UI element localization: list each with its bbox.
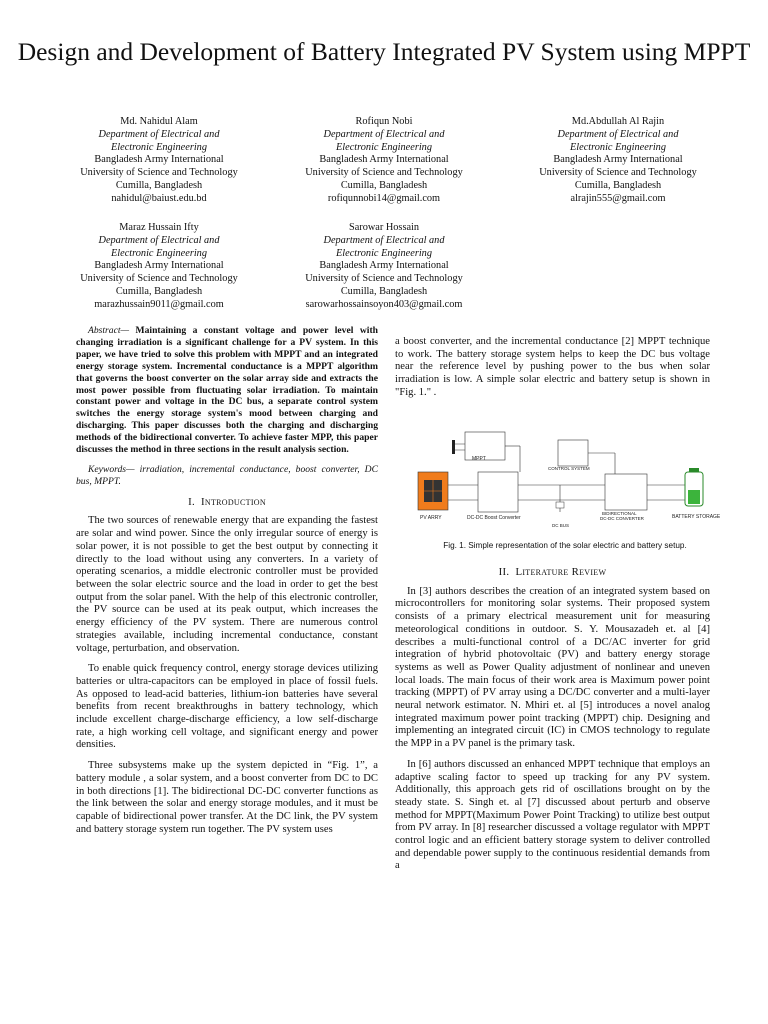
dcbus-label: DC BUS (552, 523, 570, 528)
author-dept: Electronic Engineering (336, 141, 432, 153)
paragraph: a boost converter, and the incremental conductance [2] MPPT technique to work. The battery storage system helps to keep the DC bus voltage near the reference level by pushing power to the bus when solar irradiation is low. A simple solar electric and battery setup is shown in "Fig. 1." . (395, 336, 710, 398)
abstract-text: Maintaining a constant voltage and power level with changing irradiation is a significant challenge for a PV system. In this paper, we have tried to solve this problem with MPPT and an integrated energy storage system. Incremental conductance is a MPPT algorithm that governs the boost converter on the solar array side and extracts the most power possible from fluctuating solar irradiation. To maintain constant power and voltage in the DC bus, a separate control system switches the energy storage system's mood between charging and discharging. This paper discusses both the charging and discharging methods of the bidirectional converter. To achieve faster MPP, this paper discusses the method in three sections in the result analysis section. (76, 325, 378, 456)
author-dept: Department of Electrical and (323, 234, 445, 246)
author-block-4 (44, 222, 274, 312)
author-block-3 (503, 116, 733, 206)
section-number: I. (188, 495, 195, 508)
control-system-block (558, 440, 588, 466)
author-name: Rofiqun Nobi (355, 116, 413, 127)
author-city: Cumilla, Bangladesh (115, 179, 203, 191)
author-dept: Department of Electrical and (98, 234, 220, 246)
author-inst: University of Science and Technology (80, 273, 238, 285)
author-email: marazhussain9011@gmail.com (94, 298, 224, 310)
author-dept: Department of Electrical and (323, 128, 445, 140)
author-dept: Department of Electrical and (98, 128, 220, 140)
author-dept: Electronic Engineering (111, 247, 207, 259)
boost-converter-block (478, 472, 518, 512)
left-column (76, 325, 378, 844)
pv-label: PV ARRY (420, 515, 442, 521)
author-dept: Electronic Engineering (111, 141, 207, 153)
paragraph: The two sources of renewable energy that are expanding the fastest are solar and wind power. Since the only irregular source of energy is solar power, it is not possible to get the best output by connecting it directly to the load without using any converters. In a variety of operating scenarios, a middle electronic controller must be provided between the solar electric source and the load in order to get the best output from the solar panel. With the help of this electronic controller, the PV source can be used at its peak output, which increases the energy efficiency of the PV system. There are numerous control strategies available, including incremental conductance, constant voltage, perturbation, and observation. (76, 515, 378, 654)
boost-label: DC-DC Boost Converter (467, 515, 521, 521)
author-block-1 (44, 116, 274, 206)
paragraph: In [6] authors discussed an enhanced MPPT technique that employs an adaptive scaling factor to speed up tracking for any PV system. Additionally, this approach gets rid of oscillations brought on by the steady state. S. Singh et. al [7] discussed about perturb and observe method for MPPT(Maximum Power Point Tracking) to utilize best output from PV array. In [8] researcher discussed a voltage regulator with MPPT control logic and an efficient battery storage system to deliver controlled and dependable power supply to the continuous residential demands from a (395, 758, 710, 872)
dc-bus-capacitor (556, 502, 564, 508)
paragraph: Three subsystems make up the system depicted in “Fig. 1”, a battery module , a solar system, and a boost converter from DC to DC in both directions [1]. The bidirectional DC-DC converter functions as the link between the solar and energy storage modules, and it must be capable of bidirectional power transfer. At the DC link, the PV system and battery storage system run together. The PV system uses (76, 760, 378, 835)
author-dept: Electronic Engineering (570, 141, 666, 153)
author-block-2 (269, 116, 499, 206)
paragraph: In [3] authors describes the creation of an integrated system based on microcontrollers for monitoring solar systems. Their proposed system consists of a primary electrical measurement unit for measuring meteorological conditions in outdoor. S. Y. Mousazadeh et. al [4] describes a multi-functional control of a DC/AC inverter for grid integration of hybrid photovoltaic (PV) and battery energy storage systems as well as Power Quality adjustment of nonlinear and uneven local loads. The main focus of their work area is Maximum power point tracking (MPPT) of PV array using a DC/DC converter and a multi-layer neural network estimator. N. Mhiri et. al [5] introduces a novel analog integrated maximum power point tracking (MPPT) chip. Designing and implementing an integrated circuit (IC) in CMOS technology to regulate the MPP in a PV panel is the primary task. (395, 585, 710, 750)
author-inst: University of Science and Technology (80, 167, 238, 179)
author-inst: Bangladesh Army International (319, 154, 449, 166)
section-number: II. (498, 566, 510, 578)
abstract (76, 325, 378, 456)
system-diagram (410, 430, 735, 538)
section-heading-intro (76, 496, 378, 509)
author-email: alrajin555@gmail.com (570, 192, 666, 204)
mppt-label: MPPT (472, 456, 486, 462)
author-dept: Electronic Engineering (336, 247, 432, 259)
keywords (76, 464, 378, 488)
author-inst: University of Science and Technology (539, 167, 697, 179)
abstract-label: Abstract— (88, 325, 130, 336)
author-city: Cumilla, Bangladesh (115, 285, 203, 297)
section-title: Introduction (200, 495, 266, 508)
author-city: Cumilla, Bangladesh (340, 179, 428, 191)
author-email: nahidul@baiust.edu.bd (111, 192, 207, 204)
author-name: Md. Nahidul Alam (120, 116, 198, 127)
author-name: Sarowar Hossain (348, 222, 420, 233)
author-inst: Bangladesh Army International (94, 154, 224, 166)
battery-label: BATTERY STORAGE (672, 514, 721, 520)
right-column-bottom (395, 560, 710, 881)
bidirectional-converter-block (605, 474, 647, 510)
author-name: Md.Abdullah Al Rajin (571, 116, 665, 127)
section-heading-lit (395, 566, 710, 579)
author-inst: University of Science and Technology (305, 273, 463, 285)
author-email: sarowarhossainsoyon403@gmail.com (305, 298, 463, 310)
author-inst: Bangladesh Army International (94, 260, 224, 272)
keywords-text: irradiation, incremental conductance, boost converter, DC bus, MPPT. (76, 463, 378, 487)
right-column-top (395, 336, 710, 408)
author-block-5 (269, 222, 499, 312)
figure-caption: Fig. 1. Simple representation of the solar electric and battery setup. (443, 541, 687, 550)
bidir-label-2: DC-DC CONVERTER (600, 516, 644, 521)
keywords-label: Keywords— (88, 463, 135, 475)
author-dept: Department of Electrical and (557, 128, 679, 140)
paper-title: Design and Development of Battery Integrated PV System using MPPT (17, 37, 751, 66)
author-city: Cumilla, Bangladesh (574, 179, 662, 191)
author-city: Cumilla, Bangladesh (340, 285, 428, 297)
author-inst: Bangladesh Army International (319, 260, 449, 272)
author-email: rofiqunnobi14@gmail.com (327, 192, 441, 204)
control-label: CONTROL SYSTEM (548, 466, 590, 471)
paragraph: To enable quick frequency control, energy storage devices utilizing batteries or ultra-capacitors can be employed in place of fossil fuels. As opposed to lead-acid batteries, lithium-ion batteries have several benefits from recent breakthroughs in battery technology, which include excellent charge-discharge efficiency, a low self-discharge rate, a high working cell voltage, and significant energy and power densities. (76, 663, 378, 751)
author-inst: University of Science and Technology (305, 167, 463, 179)
author-inst: Bangladesh Army International (553, 154, 683, 166)
author-name: Maraz Hussain Ifty (119, 222, 199, 233)
mppt-input-marker (452, 440, 455, 454)
bidir-label-1: BIDIRECTIONAL (602, 511, 637, 516)
section-title: Literature Review (515, 566, 607, 578)
